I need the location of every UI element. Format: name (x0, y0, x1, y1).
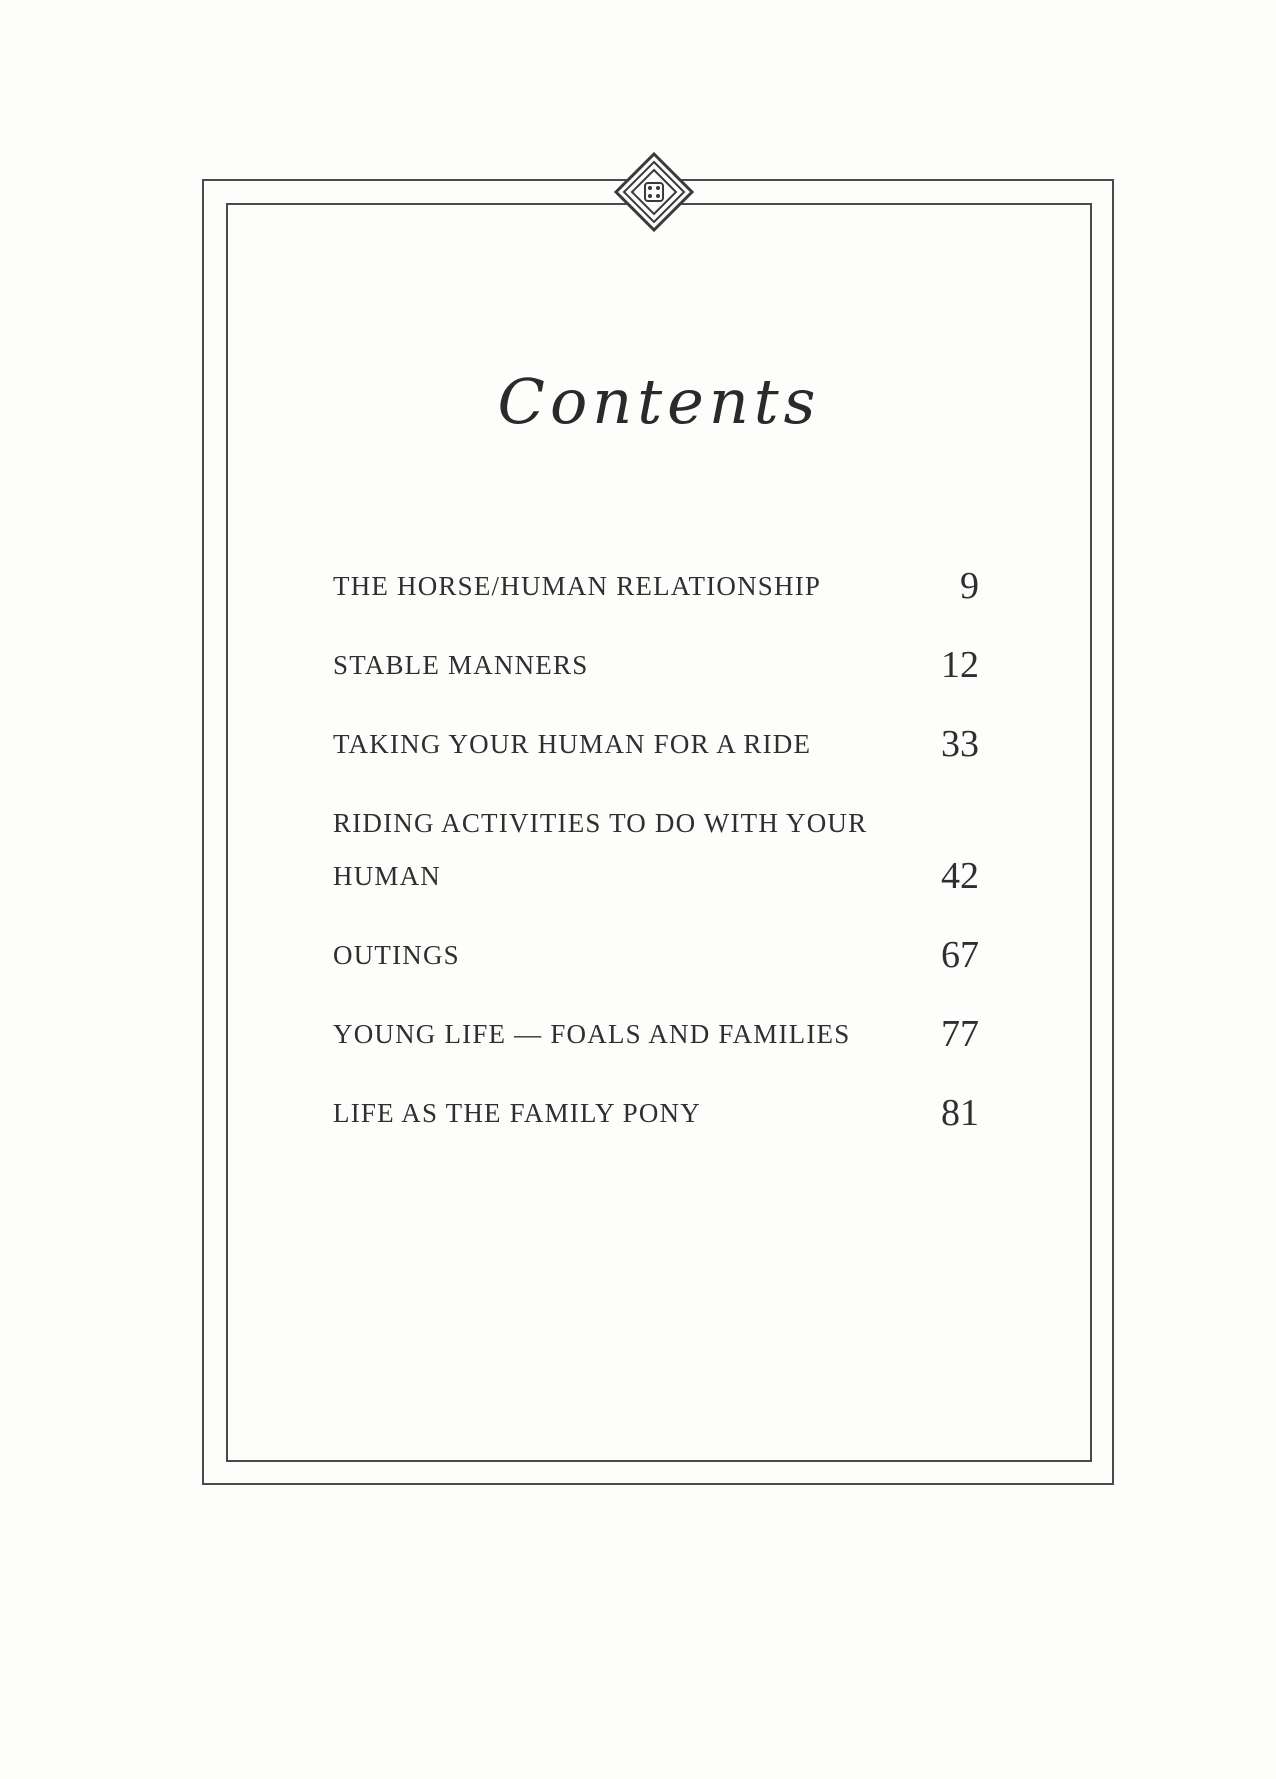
toc-entry-page: 67 (941, 934, 979, 976)
toc-entry-page: 33 (941, 723, 979, 765)
toc-spacer (333, 903, 979, 929)
toc-entry[interactable] (333, 639, 979, 692)
toc-entry[interactable] (333, 718, 979, 771)
table-of-contents (333, 560, 979, 1140)
toc-spacer (333, 1061, 979, 1087)
toc-spacer (333, 613, 979, 639)
toc-spacer (333, 692, 979, 718)
toc-entry-title: YOUNG LIFE — FOALS AND FAMILIES (333, 1019, 851, 1049)
toc-entry[interactable] (333, 797, 979, 903)
toc-entry-title: OUTINGS (333, 940, 460, 970)
toc-entry[interactable] (333, 929, 979, 982)
page-title: Contents (497, 365, 821, 438)
diamond-ornament-icon (614, 152, 694, 232)
toc-spacer (333, 982, 979, 1008)
toc-entry-title: THE HORSE/HUMAN RELATIONSHIP (333, 571, 822, 601)
toc-entry-page: 12 (941, 644, 979, 686)
toc-entry-page: 77 (941, 1013, 979, 1055)
toc-entry-title: LIFE AS THE FAMILY PONY (333, 1098, 701, 1128)
toc-entry[interactable] (333, 560, 979, 613)
toc-entry-title: STABLE MANNERS (333, 650, 589, 680)
toc-spacer (333, 771, 979, 797)
toc-entry-title: TAKING YOUR HUMAN FOR A RIDE (333, 729, 812, 759)
toc-entry-page: 42 (941, 855, 979, 897)
toc-entry-title: RIDING ACTIVITIES TO DO WITH YOUR HUMAN (333, 808, 868, 891)
toc-entry-page: 9 (960, 565, 979, 607)
toc-entry[interactable] (333, 1087, 979, 1140)
toc-entry[interactable] (333, 1008, 979, 1061)
toc-entry-page: 81 (941, 1092, 979, 1134)
